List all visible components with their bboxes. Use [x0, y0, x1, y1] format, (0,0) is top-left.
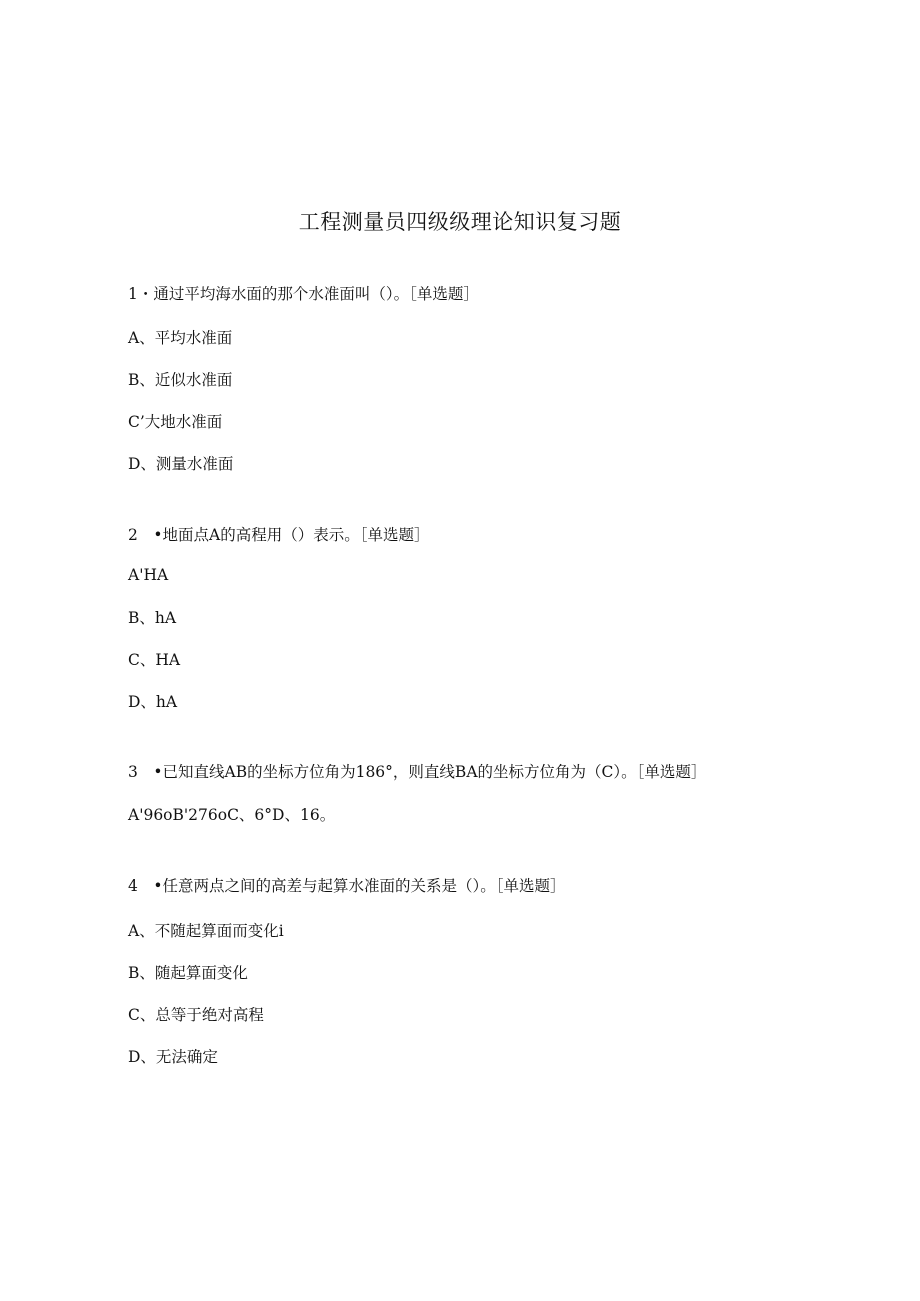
question-3-options: A'96oB'276oC、6°D、16。: [128, 806, 336, 824]
question-2-option-a: A'HA: [128, 566, 169, 584]
question-4-option-c: C、总等于绝对高程: [128, 1006, 264, 1024]
question-2-option-b: B、hA: [128, 609, 177, 627]
question-2-option-d: D、hA: [128, 693, 178, 711]
question-4-option-b: B、随起算面变化: [128, 964, 248, 982]
question-1-stem: 1・通过平均海水面的那个水准面叫（）。［单选题］: [128, 285, 479, 303]
document-title: 工程测量员四级级理论知识复习题: [298, 210, 622, 234]
question-4-option-a: A、不随起算面而变化i: [128, 922, 284, 940]
question-3-stem: 3 •已知直线AB的坐标方位角为186°，则直线BA的坐标方位角为（C）。［单选题］: [128, 763, 707, 781]
question-2-stem: 2 •地面点A的高程用（）表示。［单选题］: [128, 526, 430, 544]
question-2-option-c: C、HA: [128, 651, 181, 669]
question-1-option-c: C’大地水准面: [128, 413, 223, 431]
question-1-option-d: D、测量水准面: [128, 455, 234, 473]
question-1-option-a: A、平均水准面: [128, 329, 233, 347]
question-1-option-b: B、近似水准面: [128, 371, 233, 389]
question-4-stem: 4 •任意两点之间的高差与起算水准面的关系是（）。［单选题］: [128, 877, 566, 895]
question-4-option-d: D、无法确定: [128, 1048, 218, 1066]
